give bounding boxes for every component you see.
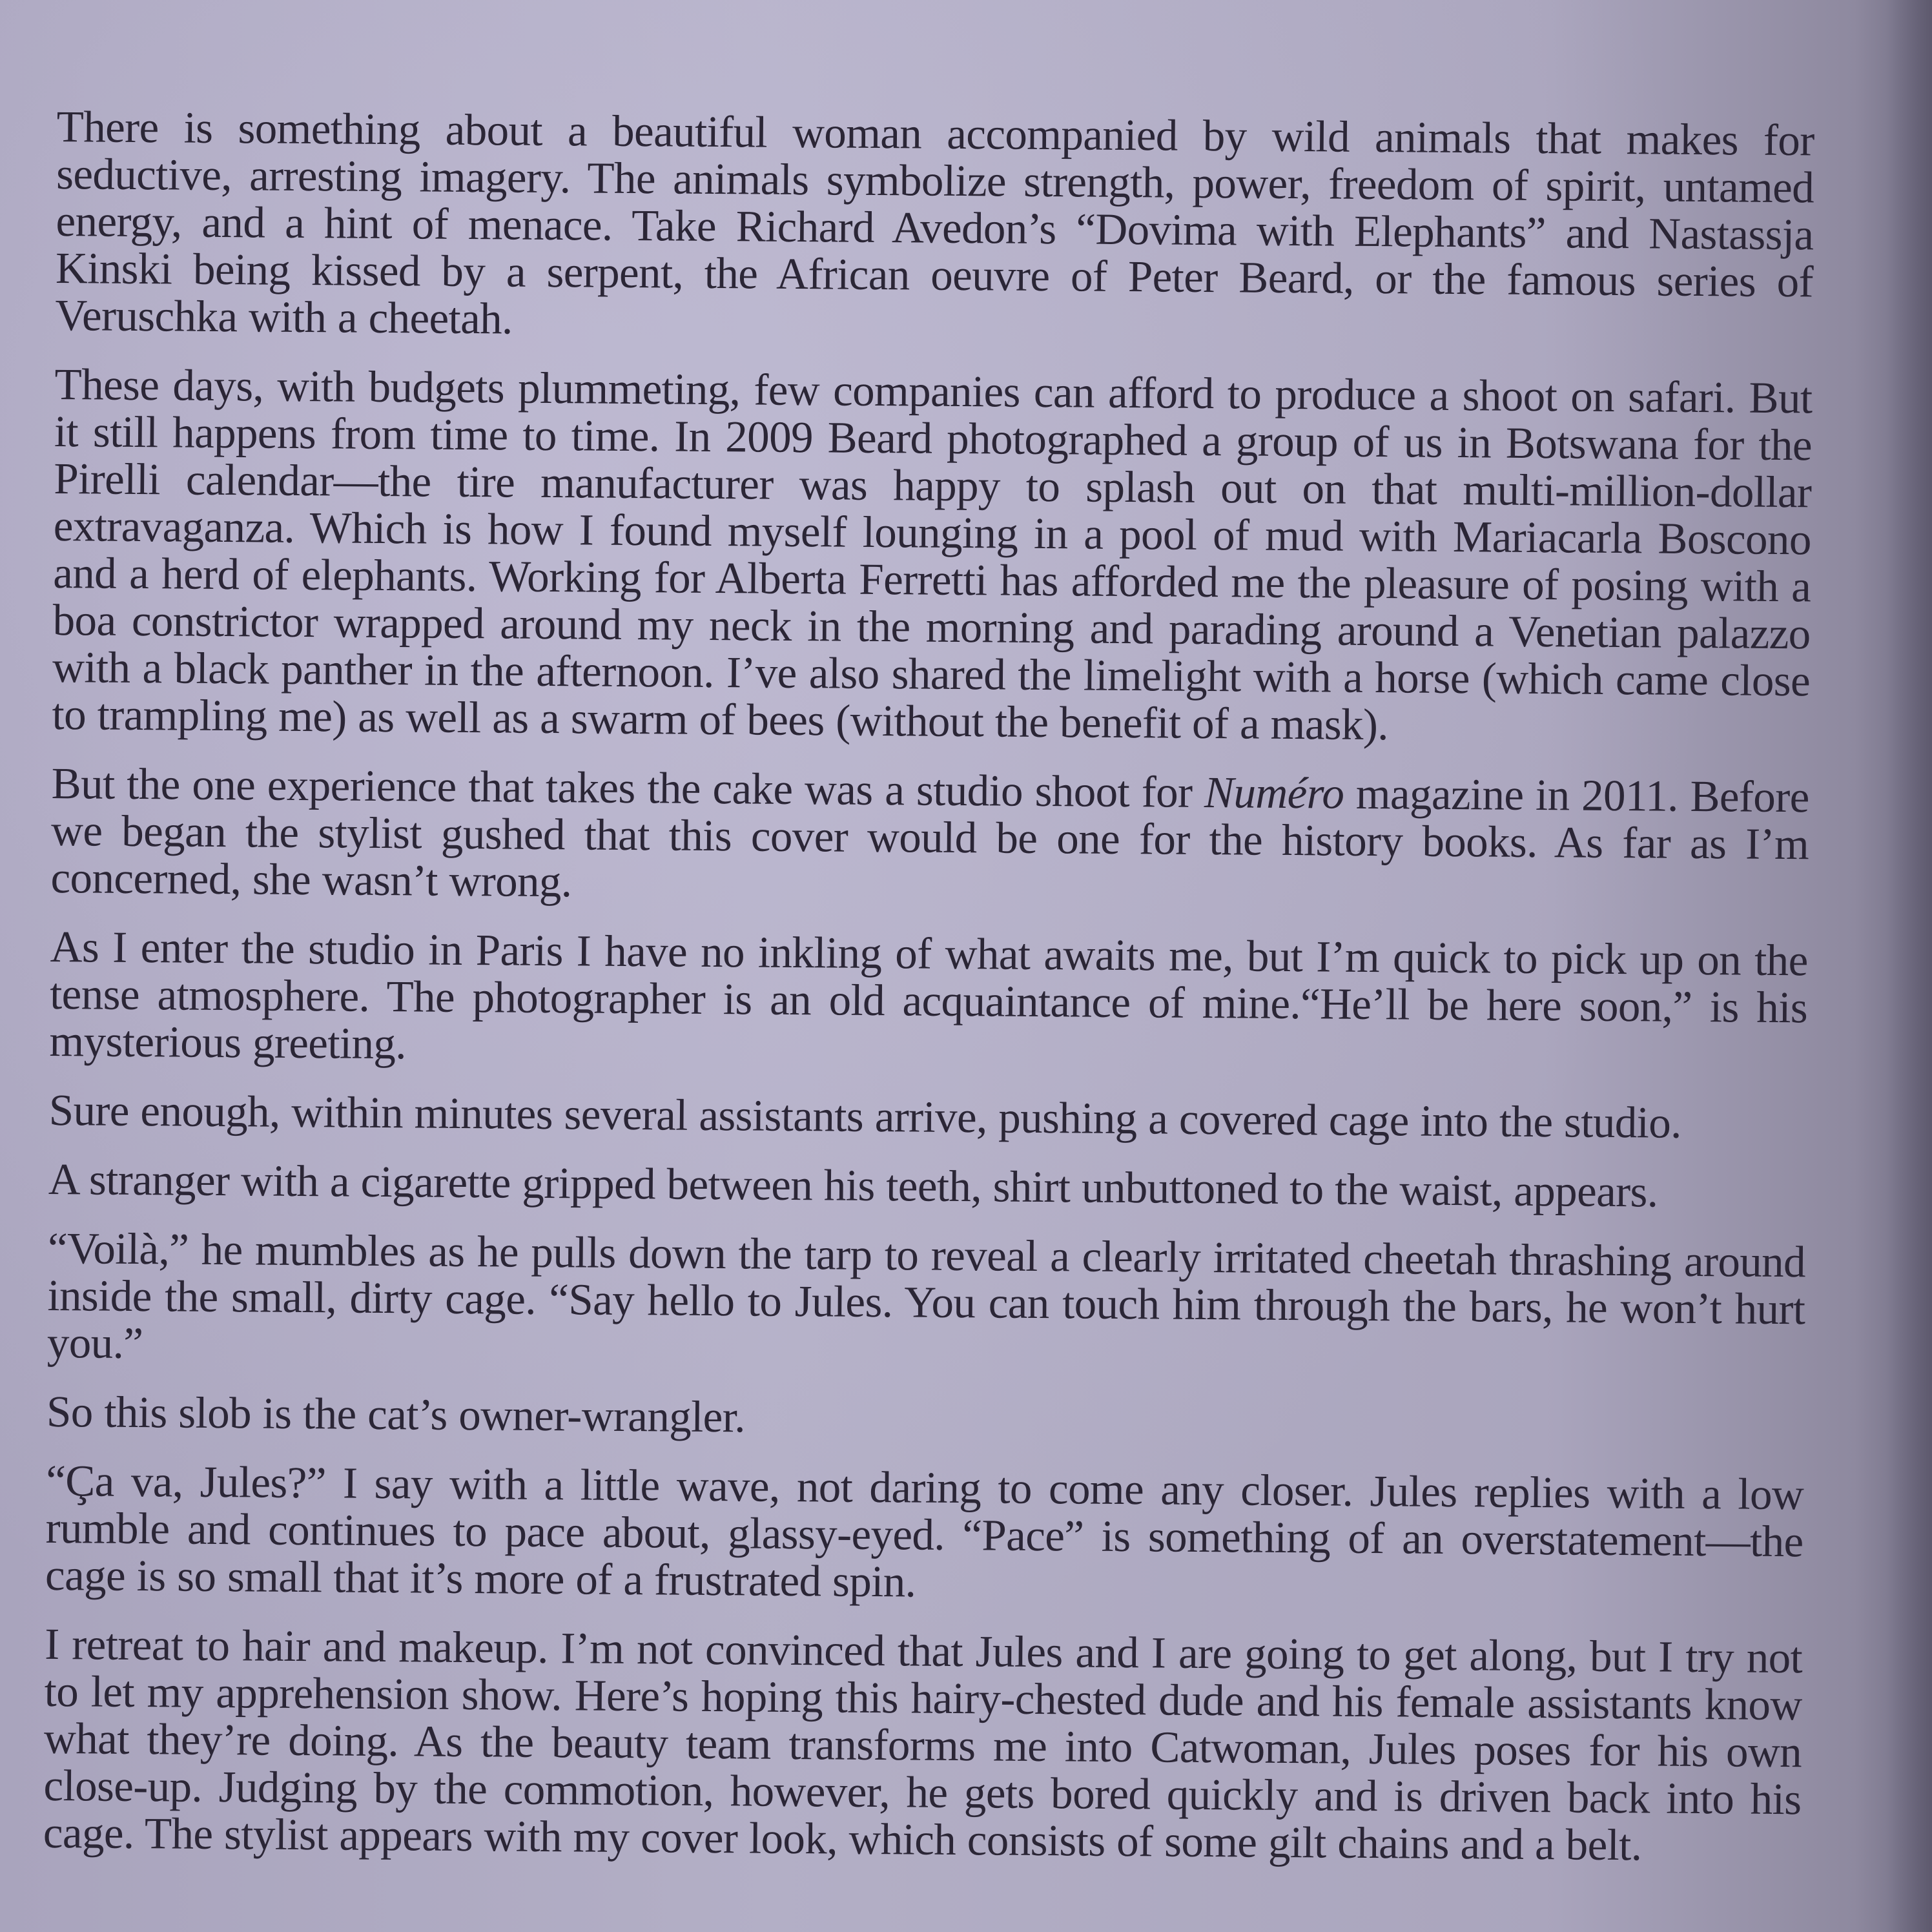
paragraph-1: There is something about a beautiful woman accompanied by wild animals that makes for seductive, arresting imagery. The animals symbolize strength, power, freedom of spirit, untamed energy, and a hint of menace. Take Richard Avedon’s “Dovima with Elephants” and Nastassja Kinski being kissed by a serpent, the African oeuvre of Peter Beard, or the famous series of Veruschka with a cheetah. [55,102,1814,344]
paragraph-3-after: magazine in 2011. Before we began the stylist gushed that this cover would be one for the history books. As far as I’m concerned, she wasn’t wrong. [50,768,1809,907]
paragraph-6: A stranger with a cigarette gripped between his teeth, shirt unbuttoned to the waist, appears. [48,1154,1658,1217]
paragraph-9: “Ça va, Jules?” I say with a little wave, not daring to come any closer. Jules replies with a low rumble and continues to pace about, glassy-eyed. “Pace” is something of an overstatement—the cage is so small that it’s more of a frustrated spin. [45,1455,1804,1607]
body-text [43,103,1814,1892]
paragraph-5: Sure enough, within minutes several assistants arrive, pushing a covered cage into the studio. [48,1085,1682,1147]
paragraph-10: I retreat to hair and makeup. I’m not convinced that Jules and I are going to get along, but I try not to let my apprehension show. Here’s hoping this hairy-chested dude and his female assistants know what they’re doing. As the beauty team transforms me into Catwoman, Jules poses for his own close-up. Judging by the commotion, however, he gets bored quickly and is driven back into his cage. The stylist appears with my cover look, which consists of some gilt chains and a belt. [43,1619,1803,1870]
paragraph-7: “Voilà,” he mumbles as he pulls down the tarp to reveal a clearly irritated cheetah thrashing around inside the small, dirty cage. “Say hello to Jules. You can touch him through the bars, he won’t hurt you.” [46,1223,1806,1368]
paragraph-8: So this slob is the cat’s owner-wrangler. [46,1386,746,1442]
paragraph-3 [50,760,1809,915]
page-edge-shadow [1887,0,1932,1932]
magazine-title: Numéro [1204,767,1344,818]
paragraph-4: As I enter the studio in Paris I have no inkling of what awaits me, but I’m quick to pick up on the tense atmosphere. The photographer is an old acquaintance of mine.“He’ll be here soon,” is his mysterious greeting. [49,921,1808,1069]
paragraph-3-before: But the one experience that takes the cake was a studio shoot for [51,758,1205,817]
paragraph-2: These days, with budgets plummeting, few companies can afford to produce a shoot on safari. But it still happens from time to time. In 2009 Beard photographed a group of us in Botswana for the Pirelli calendar—the tire manufacturer was happy to splash out on that multi-million-dollar extravaganza. Which is how I found myself lounging in a pool of mud with Mariacarla Boscono and a herd of elephants. Working for Alberta Ferretti has afforded me the pleasure of posing with a boa constrictor wrapped around my neck in the morning and parading around a Venetian palazzo with a black panther in the afternoon. I’ve also shared the limelight with a horse (which came close to trampling me) as well as a swarm of bees (without the benefit of a mask). [52,359,1813,750]
